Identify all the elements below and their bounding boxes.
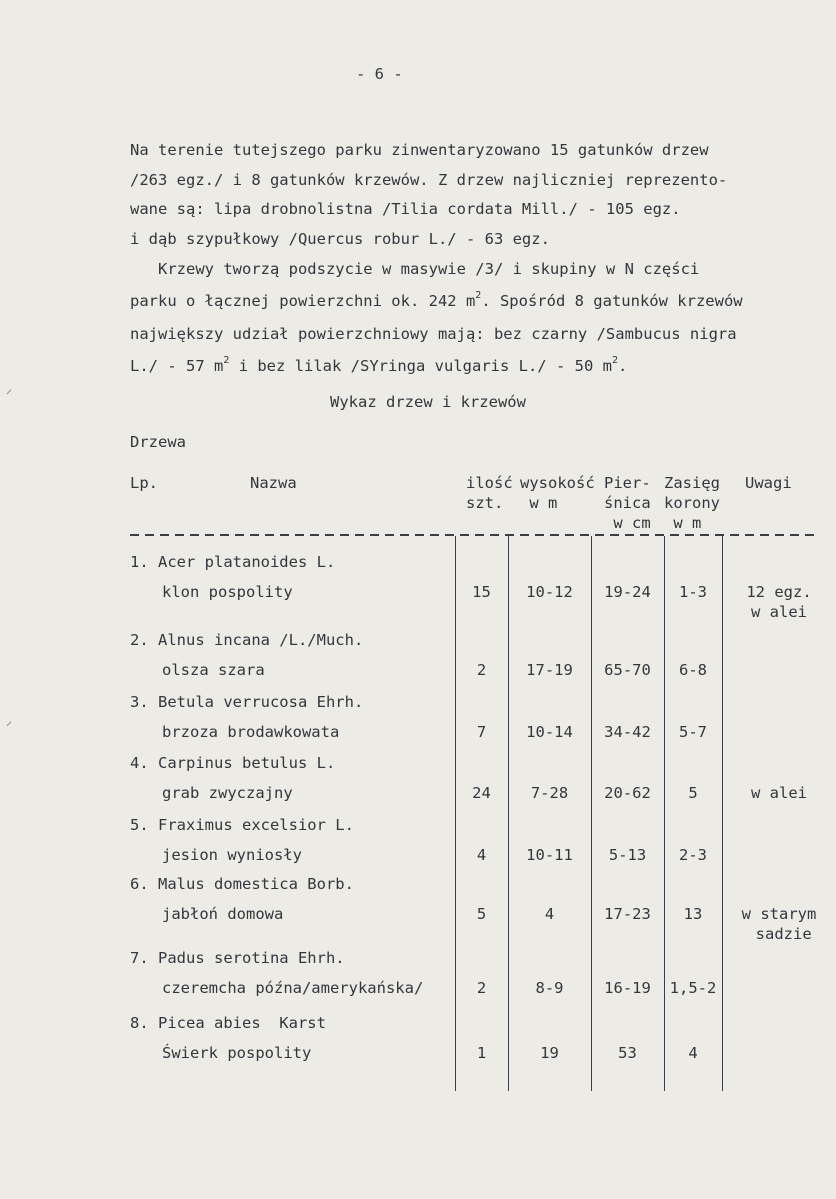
text-line: . Spośród 8 gatunków krzewów bbox=[481, 291, 743, 310]
species-latin-name: 5. Fraximus excelsior L. bbox=[130, 816, 354, 834]
column-divider bbox=[508, 536, 509, 1091]
cell-zasieg: 4 bbox=[688, 1044, 698, 1062]
cell-wysokosc: 4 bbox=[544, 905, 555, 923]
species-polish-name: olsza szara bbox=[162, 661, 265, 679]
header-wysokosc: wysokość w m bbox=[520, 474, 595, 512]
cell-piersnica: 20-62 bbox=[604, 784, 651, 802]
cell-ilosc: 2 bbox=[476, 661, 487, 679]
cell-ilosc: 1 bbox=[476, 1044, 487, 1062]
cell-uwagi: w alei bbox=[751, 784, 807, 802]
species-polish-name: jabłoń domowa bbox=[162, 905, 284, 923]
text-line: /263 egz./ i 8 gatunków krzewów. Z drzew najliczniej reprezento- bbox=[130, 170, 728, 189]
cell-uwagi: 12 egz. w alei bbox=[746, 583, 812, 621]
species-latin-name: 2. Alnus incana /L./Much. bbox=[130, 631, 364, 649]
cell-wysokosc: 10-11 bbox=[526, 846, 573, 864]
paragraph-shrubs bbox=[130, 254, 743, 384]
species-latin-name: 8. Picea abies Karst bbox=[130, 1014, 326, 1032]
cell-wysokosc: 19 bbox=[540, 1044, 559, 1062]
cell-wysokosc: 10-12 bbox=[526, 583, 573, 601]
header-uwagi: Uwagi bbox=[745, 474, 792, 492]
cell-ilosc: 4 bbox=[476, 846, 487, 864]
species-polish-name: klon pospolity bbox=[162, 583, 293, 601]
header-zasieg: Zasięg korony w m bbox=[664, 474, 720, 532]
species-latin-name: 6. Malus domestica Borb. bbox=[130, 875, 354, 893]
text-line: i dąb szypułkowy /Quercus robur L./ - 63 egz. bbox=[130, 229, 550, 248]
text-line: Krzewy tworzą podszycie w masywie /3/ i skupiny w N części bbox=[130, 260, 700, 278]
cell-piersnica: 17-23 bbox=[604, 905, 651, 923]
header-piersnica: Pier- śnica w cm bbox=[604, 474, 651, 532]
cell-zasieg: 6-8 bbox=[679, 661, 707, 679]
cell-wysokosc: 8-9 bbox=[535, 979, 564, 997]
species-polish-name: Świerk pospolity bbox=[162, 1044, 312, 1062]
cell-ilosc: 5 bbox=[476, 905, 487, 923]
species-latin-name: 1. Acer platanoides L. bbox=[130, 553, 336, 571]
cell-zasieg: 13 bbox=[683, 905, 703, 923]
cell-piersnica: 53 bbox=[618, 1044, 637, 1062]
cell-piersnica: 65-70 bbox=[604, 661, 651, 679]
cell-wysokosc: 17-19 bbox=[526, 661, 573, 679]
cell-zasieg: 1-3 bbox=[679, 583, 707, 601]
cell-piersnica: 19-24 bbox=[604, 583, 651, 601]
cell-ilosc: 24 bbox=[472, 784, 491, 802]
column-divider bbox=[664, 536, 665, 1091]
text-line: parku o łącznej powierzchni ok. 242 m bbox=[130, 291, 476, 310]
cell-piersnica: 5-13 bbox=[608, 846, 647, 864]
cell-zasieg: 5-7 bbox=[679, 723, 707, 741]
table-dash-line bbox=[130, 534, 820, 536]
species-polish-name: czeremcha późna/amerykańska/ bbox=[162, 979, 424, 997]
cell-zasieg: 2-3 bbox=[679, 846, 707, 864]
cell-uwagi: w starym sadzie bbox=[741, 905, 817, 943]
text-line: . bbox=[618, 356, 628, 375]
text-line: Na terenie tutejszego parku zinwentaryzowano 15 gatunków drzew bbox=[130, 141, 709, 159]
margin-mark: ⸝ bbox=[6, 382, 13, 396]
species-latin-name: 7. Padus serotina Ehrh. bbox=[130, 949, 345, 967]
species-polish-name: brzoza brodawkowata bbox=[162, 723, 340, 741]
superscript: 2 bbox=[475, 289, 482, 301]
paragraph-intro bbox=[130, 136, 727, 254]
superscript: 2 bbox=[223, 354, 230, 366]
cell-zasieg: 1,5-2 bbox=[669, 979, 717, 997]
section-label: Drzewa bbox=[130, 433, 186, 451]
cell-piersnica: 34-42 bbox=[604, 723, 651, 741]
cell-ilosc: 2 bbox=[476, 979, 487, 997]
header-ilosc: ilość szt. bbox=[466, 474, 513, 512]
header-nazwa: Nazwa bbox=[250, 474, 297, 492]
cell-ilosc: 15 bbox=[472, 583, 491, 601]
page-number: - 6 - bbox=[356, 65, 403, 83]
cell-wysokosc: 7-28 bbox=[530, 784, 569, 802]
species-latin-name: 3. Betula verrucosa Ehrh. bbox=[130, 693, 364, 711]
text-line: i bez lilak /SYringa vulgaris L./ - 50 m bbox=[229, 356, 612, 375]
text-line: wane są: lipa drobnolistna /Tilia cordata Mill./ - 105 egz. bbox=[130, 200, 681, 218]
text-line: L./ - 57 m bbox=[130, 356, 224, 375]
species-polish-name: jesion wyniosły bbox=[162, 846, 302, 864]
margin-mark: ⸝ bbox=[6, 714, 13, 728]
table-title: Wykaz drzew i krzewów bbox=[330, 393, 526, 411]
superscript: 2 bbox=[611, 354, 618, 366]
cell-zasieg: 5 bbox=[688, 784, 698, 802]
column-divider bbox=[455, 536, 456, 1091]
cell-ilosc: 7 bbox=[476, 723, 487, 741]
species-polish-name: grab zwyczajny bbox=[162, 784, 293, 802]
species-latin-name: 4. Carpinus betulus L. bbox=[130, 754, 336, 772]
header-lp: Lp. bbox=[130, 474, 158, 492]
text-line: największy udział powierzchniowy mają: bez czarny /Sambucus nigra bbox=[130, 325, 737, 343]
cell-piersnica: 16-19 bbox=[604, 979, 651, 997]
column-divider bbox=[591, 536, 592, 1091]
cell-wysokosc: 10-14 bbox=[526, 723, 573, 741]
